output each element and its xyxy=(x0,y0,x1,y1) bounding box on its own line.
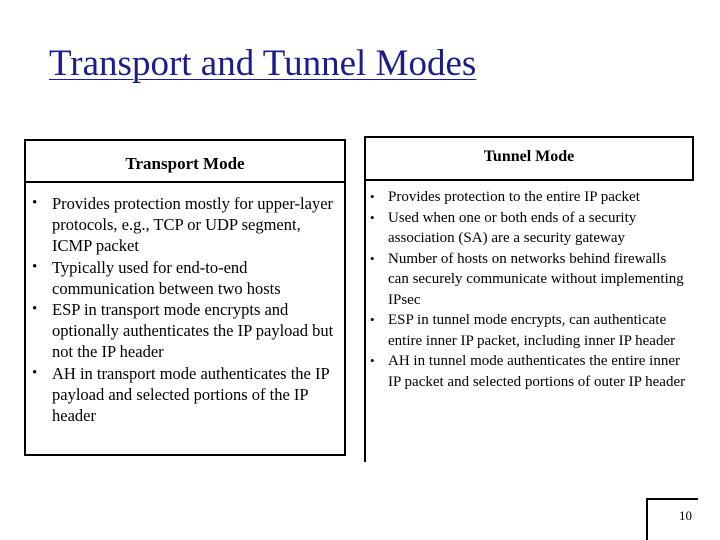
bullet-icon: • xyxy=(370,312,375,327)
bullet-text: Provides protection to the entire IP packet xyxy=(388,189,640,205)
list-item xyxy=(30,363,340,427)
list-item xyxy=(30,299,340,363)
tunnel-mode-divider xyxy=(364,179,694,181)
transport-mode-heading: Transport Mode xyxy=(26,141,344,183)
tunnel-mode-list xyxy=(368,187,688,392)
page-number: 10 xyxy=(679,508,692,523)
list-item xyxy=(368,351,688,392)
bullet-text: Typically used for end-to-end communication between two hosts xyxy=(52,257,281,298)
bullet-text: Used when one or both ends of a security association (SA) are a security gateway xyxy=(388,209,637,246)
bullet-icon: • xyxy=(32,364,38,381)
list-item xyxy=(368,208,688,249)
bullet-text: AH in transport mode authenticates the IP payload and selected portions of the IP header xyxy=(52,363,330,426)
page-number-box xyxy=(646,498,698,540)
list-item xyxy=(368,310,688,351)
tunnel-mode-left-border xyxy=(364,179,366,462)
bullet-text: ESP in transport mode encrypts and optionally authenticates the IP payload but not the IP header xyxy=(52,300,334,362)
list-item xyxy=(368,249,688,311)
bullet-icon: • xyxy=(32,301,38,318)
bullet-text: ESP in tunnel mode encrypts, can authenticate entire inner IP packet, including inner IP header xyxy=(388,312,676,349)
list-item xyxy=(30,193,340,257)
bullet-icon: • xyxy=(32,258,38,275)
bullet-icon: • xyxy=(370,353,375,368)
tunnel-mode-panel xyxy=(362,134,696,464)
bullet-icon: • xyxy=(370,189,375,204)
bullet-icon: • xyxy=(370,209,375,225)
transport-mode-panel xyxy=(24,139,346,456)
list-item xyxy=(368,187,688,208)
tunnel-mode-heading: Tunnel Mode xyxy=(364,136,694,179)
bullet-text: Number of hosts on networks behind firewalls can securely communicate without implementing IPsec xyxy=(388,250,684,308)
bullet-icon: • xyxy=(32,195,38,211)
bullet-icon: • xyxy=(370,250,375,266)
bullet-text: Provides protection mostly for upper-layer protocols, e.g., TCP or UDP segment, ICMP packet xyxy=(52,194,334,256)
slide-title: Transport and Tunnel Modes xyxy=(49,43,477,84)
bullet-text: AH in tunnel mode authenticates the entire inner IP packet and selected portions of outer IP header xyxy=(388,353,686,390)
list-item xyxy=(30,257,340,299)
transport-mode-list xyxy=(30,193,340,426)
